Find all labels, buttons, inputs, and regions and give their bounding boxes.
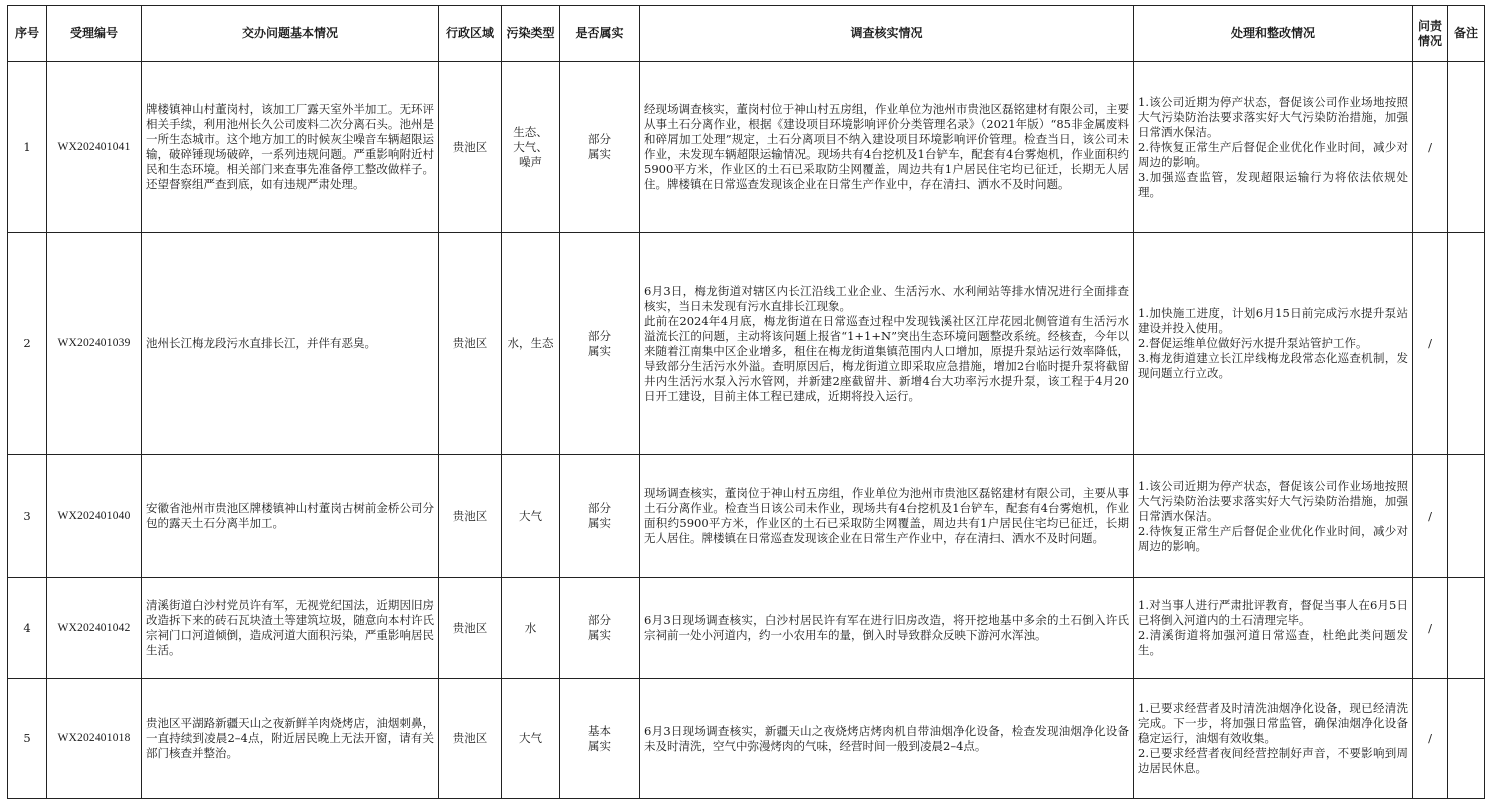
table-row <box>8 455 1485 578</box>
cell-seq: 2 <box>8 233 47 455</box>
cell-issue: 池州长江梅龙段污水直排长江，并伴有恶臭。 <box>142 233 439 455</box>
cell-investigation: 6月3日现场调查核实，白沙村居民许有军在进行旧房改造，将开挖地基中多余的土石倒入许氏宗祠前一处小河道内，约一小农用车的量，倒入时导致群众反映下游河水浑浊。 <box>640 578 1134 679</box>
cell-investigation: 6月3日，梅龙街道对辖区内长江沿线工业企业、生活污水、水利闸站等排水情况进行全面排查核实，当日未发现有污水直排长江现象。 此前在2024年4月底，梅龙街道在日常巡查过程中发现钱溪社区江岸花园北侧管道有生活污水溢流长江的问题，主动将该问题上报省“1+1+N”突出生态环境问题整改系统。经核查，今年以来随着江南集中区企业增多，租住在梅龙街道集镇范围内人口增加，原提升泵站运行效率降低，导致部分生活污水外溢。查明原因后，梅龙街道立即采取应急措施，增加2台临时提升泵将截留井内生活污水泵入污水管网，并新建2座截留井、新增4台大功率污水提升泵，该工程于4月20日开工建设，目前主体工程已建成，近期将投入运行。 <box>640 233 1134 455</box>
header-id: 受理编号 <box>47 6 142 62</box>
cell-handling: 1.加快施工进度，计划6月15日前完成污水提升泵站建设并投入使用。 2.督促运维单位做好污水提升泵站管护工作。 3.梅龙街道建立长江岸线梅龙段常态化巡查机制，发现问题立行立改。 <box>1134 233 1413 455</box>
cell-pollution: 大气 <box>502 679 560 799</box>
cell-handling: 1.对当事人进行严肃批评教育，督促当事人在6月5日已将倒入河道内的土石清理完毕。 2.清溪街道将加强河道日常巡查，杜绝此类问题发生。 <box>1134 578 1413 679</box>
table-row <box>8 578 1485 679</box>
cell-issue: 牌楼镇神山村董岗村，该加工厂露天室外半加工。无环评相关手续，利用池州长久公司废料二次分离石头。池州是一所生态城市。这个地方加工的时候灰尘噪音车辆超限运输，破碎锤现场破碎，一系列违规问题。严重影响附近村民和生态环境。相关部门来查事先准备停工整改做样子。还望督察组严查到底，如有违规严肃处理。 <box>142 62 439 233</box>
cell-accountability: / <box>1413 455 1448 578</box>
cell-id: WX202401042 <box>47 578 142 679</box>
cell-id: WX202401041 <box>47 62 142 233</box>
cell-id: WX202401018 <box>47 679 142 799</box>
header-investigation: 调查核实情况 <box>640 6 1134 62</box>
cell-verified: 部分 属实 <box>560 233 640 455</box>
cell-issue: 贵池区平湖路新疆天山之夜新鲜羊肉烧烤店，油烟刺鼻，一直持续到凌晨2–4点，附近居民晚上无法开窗，请有关部门核查并整治。 <box>142 679 439 799</box>
header-remarks: 备注 <box>1448 6 1485 62</box>
cell-region: 贵池区 <box>439 62 502 233</box>
cell-remarks <box>1448 455 1485 578</box>
table-row <box>8 679 1485 799</box>
cell-verified: 部分 属实 <box>560 62 640 233</box>
cell-remarks <box>1448 62 1485 233</box>
cell-handling: 1.已要求经营者及时清洗油烟净化设备，现已经清洗完成。下一步，将加强日常监管，确保油烟净化设备稳定运行，油烟有效收集。 2.已要求经营者夜间经营控制好声音，不要影响到周边居民休息。 <box>1134 679 1413 799</box>
cell-pollution: 水，生态 <box>502 233 560 455</box>
header-issue: 交办问题基本情况 <box>142 6 439 62</box>
cell-remarks <box>1448 679 1485 799</box>
cell-region: 贵池区 <box>439 679 502 799</box>
cell-seq: 3 <box>8 455 47 578</box>
cell-accountability: / <box>1413 62 1448 233</box>
cell-pollution: 水 <box>502 578 560 679</box>
header-seq: 序号 <box>8 6 47 62</box>
cell-accountability: / <box>1413 578 1448 679</box>
cell-pollution: 生态、 大气、 噪声 <box>502 62 560 233</box>
cell-verified: 部分 属实 <box>560 455 640 578</box>
table-row <box>8 233 1485 455</box>
cell-verified: 部分 属实 <box>560 578 640 679</box>
cell-investigation: 现场调查核实，董岗位于神山村五房组，作业单位为池州市贵池区磊铭建材有限公司，主要从事土石分离作业。检查当日该公司未作业，现场共有4台挖机及1台铲车，配套有4台雾炮机，作业面积约5900平方米，作业区的土石已采取防尘网覆盖，周边共有1户居民住宅均已征迁，长期无人居住。牌楼镇在日常巡查发现该企业在日常生产作业中，存在清扫、洒水不及时问题。 <box>640 455 1134 578</box>
cell-accountability: / <box>1413 233 1448 455</box>
header-accountability: 问责情况 <box>1413 6 1448 62</box>
cell-seq: 4 <box>8 578 47 679</box>
cell-region: 贵池区 <box>439 578 502 679</box>
cell-investigation: 6月3日现场调查核实，新疆天山之夜烧烤店烤肉机自带油烟净化设备，检查发现油烟净化设备未及时清洗，空气中弥漫烤肉的气味，经营时间一般到凌晨2–4点。 <box>640 679 1134 799</box>
table-row <box>8 62 1485 233</box>
header-handling: 处理和整改情况 <box>1134 6 1413 62</box>
cell-remarks <box>1448 233 1485 455</box>
cell-pollution: 大气 <box>502 455 560 578</box>
cell-issue: 安徽省池州市贵池区牌楼镇神山村董岗古树前金桥公司分包的露天土石分离半加工。 <box>142 455 439 578</box>
cell-region: 贵池区 <box>439 455 502 578</box>
cell-id: WX202401040 <box>47 455 142 578</box>
header-verified: 是否属实 <box>560 6 640 62</box>
header-row <box>8 6 1485 62</box>
cell-seq: 1 <box>8 62 47 233</box>
cell-seq: 5 <box>8 679 47 799</box>
cell-remarks <box>1448 578 1485 679</box>
cell-investigation: 经现场调查核实，董岗村位于神山村五房组，作业单位为池州市贵池区磊铭建材有限公司，主要从事土石分离作业，根据《建设项目环境影响评价分类管理名录》（2021年版）“85非金属废料和碎屑加工处理”规定，土石分离项目不纳入建设项目环境影响评价管理。检查当日，该公司未作业，未发现车辆超限运输情况。现场共有4台挖机及1台铲车，配套有4台雾炮机，作业面积约5900平方米，作业区的土石已采取防尘网覆盖，周边共有1户居民住宅均已征迁，长期无人居住。牌楼镇在日常巡查发现该企业在日常生产作业中，存在清扫、洒水不及时问题。 <box>640 62 1134 233</box>
cell-id: WX202401039 <box>47 233 142 455</box>
cell-issue: 清溪街道白沙村党员许有军，无视党纪国法，近期因旧房改造拆下来的砖石瓦块渣土等建筑垃圾，随意向本村许氏宗祠门口河道倾倒，造成河道大面积污染，严重影响居民生活。 <box>142 578 439 679</box>
cell-region: 贵池区 <box>439 233 502 455</box>
header-region: 行政区域 <box>439 6 502 62</box>
cell-accountability: / <box>1413 679 1448 799</box>
cell-verified: 基本 属实 <box>560 679 640 799</box>
complaint-table <box>7 5 1485 799</box>
header-pollution: 污染类型 <box>502 6 560 62</box>
cell-handling: 1.该公司近期为停产状态，督促该公司作业场地按照大气污染防治法要求落实好大气污染防治措施，加强日常洒水保洁。 2.待恢复正常生产后督促企业优化作业时间，减少对周边的影响。 <box>1134 455 1413 578</box>
cell-handling: 1.该公司近期为停产状态，督促该公司作业场地按照大气污染防治法要求落实好大气污染防治措施，加强日常洒水保洁。 2.待恢复正常生产后督促企业优化作业时间，减少对周边的影响。 3.加强巡查监管，发现超限运输行为将依法依规处理。 <box>1134 62 1413 233</box>
